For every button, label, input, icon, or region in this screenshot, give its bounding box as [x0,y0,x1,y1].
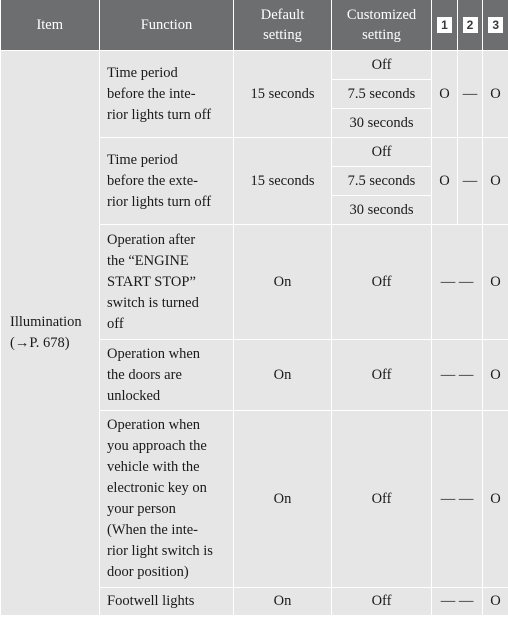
table-row [1,51,508,80]
default-cell: 15 seconds [234,138,332,225]
col3-cell: O [483,340,508,411]
header-custom-line2: setting [362,27,401,43]
custom-option: 30 seconds [332,109,432,138]
function-cell: Time period before the exte- rior lights turn off [100,138,234,225]
header-default-line1: Default [260,7,305,23]
custom-option: 7.5 seconds [332,167,432,196]
function-cell: Operation when the doors are unlocked [100,340,234,411]
col2-cell: — [458,51,483,138]
col3-cell: O [483,225,508,340]
col12-cell: — — [432,411,483,588]
item-name: Illumination [10,314,82,330]
col2-cell: — [458,138,483,225]
number-badge-3: 3 [488,17,503,33]
col12-cell: — — [432,340,483,411]
col3-cell: O [483,51,508,138]
default-cell: On [234,588,332,616]
col12-cell: — — [432,225,483,340]
col3-cell: O [483,138,508,225]
function-cell: Time period before the inte- rior lights turn off [100,51,234,138]
number-badge-1: 1 [437,17,452,33]
custom-option: Off [332,51,432,80]
function-cell: Footwell lights [100,588,234,616]
custom-cell: Off [332,588,432,616]
col1-cell: O [432,138,458,225]
default-cell: 15 seconds [234,51,332,138]
default-cell: On [234,411,332,588]
custom-option: 7.5 seconds [332,80,432,109]
function-cell: Operation after the “ENGINE START STOP” switch is turned off [100,225,234,340]
custom-cell: Off [332,411,432,588]
header-col-3 [483,0,508,51]
item-page-ref: (→P. 678) [10,335,70,351]
header-col-2 [458,0,483,51]
custom-option: 30 seconds [332,196,432,225]
item-cell [1,51,100,616]
default-cell: On [234,225,332,340]
custom-cell: Off [332,225,432,340]
col3-cell: O [483,588,508,616]
header-default-line2: setting [263,27,302,43]
custom-option: Off [332,138,432,167]
col3-cell: O [483,411,508,588]
col1-cell: O [432,51,458,138]
custom-cell: Off [332,340,432,411]
header-item: Item [1,0,100,51]
header-col-1 [432,0,458,51]
header-default-setting [234,0,332,51]
number-badge-2: 2 [463,17,478,33]
header-function: Function [100,0,234,51]
header-customized-setting [332,0,432,51]
function-cell: Operation when you approach the vehicle with the electronic key on your person (When the inte- rior light switch is door position) [100,411,234,588]
header-custom-line1: Customized [346,7,417,23]
default-cell: On [234,340,332,411]
col12-cell: — — [432,588,483,616]
